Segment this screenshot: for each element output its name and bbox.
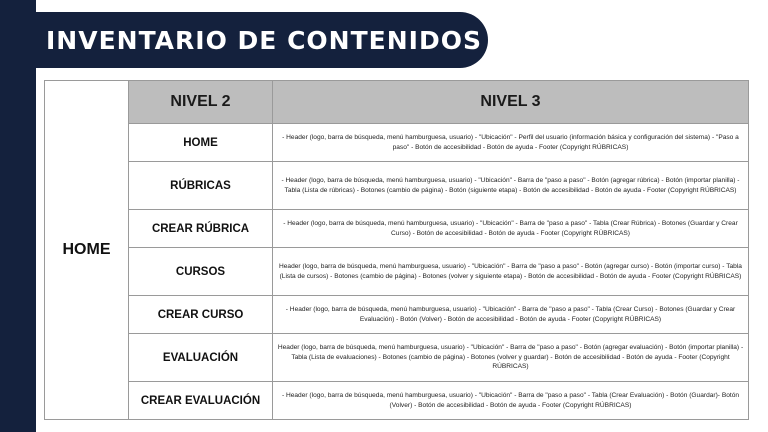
level2-cell: CREAR CURSO xyxy=(129,296,273,334)
level3-cell: - Header (logo, barra de búsqueda, menú hamburguesa, usuario) - "Ubicación" - Barra de "paso a paso" - Botón (agregar rúbrica) - Botón (importar planilla) - Tabla (Lista de rúbricas) - Botones (cambio de página) - Botón (siguiente etapa) - Botón de accesibilidad - Botón de ayuda - Footer (Copyright RÚBRICAS) xyxy=(273,162,749,210)
level3-cell: - Header (logo, barra de búsqueda, menú hamburguesa, usuario) - "Ubicación" - Perfil del usuario (información básica y configuración del sistema) - "Paso a paso" - Botón de accesibilidad - Botón de ayuda - Footer (Copyright RÚBRICAS) xyxy=(273,124,749,162)
level2-cell: CURSOS xyxy=(129,248,273,296)
content-inventory-table xyxy=(44,80,749,420)
table-row xyxy=(45,248,749,296)
level2-cell: RÚBRICAS xyxy=(129,162,273,210)
level2-cell: HOME xyxy=(129,124,273,162)
level3-cell: - Header (logo, barra de búsqueda, menú hamburguesa, usuario) - "Ubicación" - Barra de "paso a paso" - Tabla (Crear Rúbrica) - Botones (Guardar y Crear Curso) - Botón de accesibilidad - Botón de ayuda - Footer (Copyright RÚBRICAS) xyxy=(273,210,749,248)
level3-cell: - Header (logo, barra de búsqueda, menú hamburguesa, usuario) - "Ubicación" - Barra de "paso a paso" - Tabla (Crear Curso) - Botones (Guardar y Crear Evaluación) - Botón (Volver) - Botón de accesibilidad - Botón de ayuda - Footer (Copyright RÚBRICAS) xyxy=(273,296,749,334)
table-row xyxy=(45,210,749,248)
level2-cell: EVALUACIÓN xyxy=(129,334,273,382)
level1-home-cell: HOME xyxy=(45,81,129,420)
page-title: INVENTARIO DE CONTENIDOS xyxy=(46,25,482,55)
level3-cell: - Header (logo, barra de búsqueda, menú hamburguesa, usuario) - "Ubicación" - Barra de "paso a paso" - Tabla (Crear Evaluación) - Botón (Guardar)- Botón (Volver) - Botón de accesibilidad - Botón de ayuda - Footer (Copyright RÚBRICAS) xyxy=(273,382,749,420)
level2-cell: CREAR EVALUACIÓN xyxy=(129,382,273,420)
title-banner xyxy=(0,12,488,68)
header-level2: NIVEL 2 xyxy=(129,81,273,124)
level3-cell: Header (logo, barra de búsqueda, menú hamburguesa, usuario) - "Ubicación" - Barra de "paso a paso" - Botón (agregar curso) - Botón (importar curso) - Tabla (Lista de cursos) - Botones (cambio de página) - Botones (volver y siguiente etapa) - Botón de accesibilidad - Botón de ayuda - Footer (Copyright RÚBRICAS) xyxy=(273,248,749,296)
header-level3: NIVEL 3 xyxy=(273,81,749,124)
table-row xyxy=(45,382,749,420)
level3-cell: Header (logo, barra de búsqueda, menú hamburguesa, usuario) - "Ubicación" - Barra de "paso a paso" - Botón (agregar evaluación) - Botón (importar planilla) - Tabla (Lista de evaluaciones) - Botones (cambio de página) - Botones (volver y guardar) - Botón de accesibilidad - Botón de ayuda - Footer (Copyright RÚBRICAS) xyxy=(273,334,749,382)
table-row xyxy=(45,162,749,210)
table-row xyxy=(45,334,749,382)
table-header-row xyxy=(45,81,749,124)
level2-cell: CREAR RÚBRICA xyxy=(129,210,273,248)
table-row xyxy=(45,124,749,162)
table-row xyxy=(45,296,749,334)
